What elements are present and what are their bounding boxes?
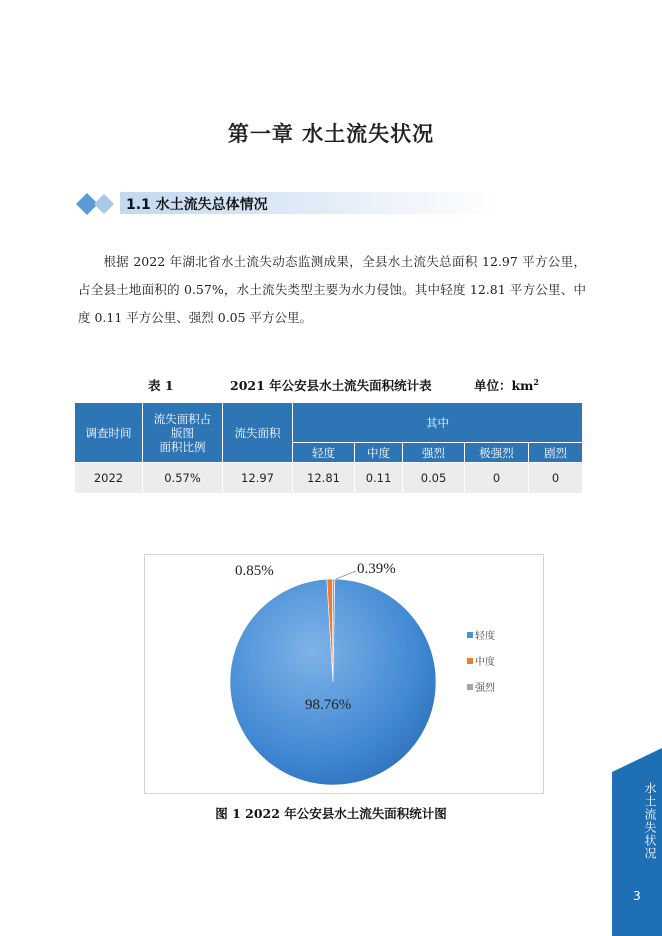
pie-chart	[144, 554, 544, 794]
header-sub-very-intense: 极强烈	[465, 443, 529, 463]
data-label-intense: 0.39%	[357, 561, 396, 577]
cell-time: 2022	[75, 463, 143, 494]
header-ratio-line2: 版图	[171, 425, 194, 440]
table-unit-text: 单位：km	[474, 378, 534, 393]
stats-table	[74, 402, 583, 494]
body-paragraph	[78, 248, 586, 332]
legend-swatch-moderate	[467, 658, 473, 664]
section-heading	[76, 190, 500, 216]
section-heading-label: 1.1 水土流失总体情况	[126, 197, 268, 213]
header-time: 调查时间	[75, 403, 143, 463]
chapter-title: 第一章 水土流失状况	[227, 122, 435, 146]
header-among: 其中	[293, 403, 583, 443]
pie-chart-svg	[145, 555, 543, 793]
header-sub-intense: 强烈	[403, 443, 465, 463]
table-unit	[474, 376, 539, 394]
cell-light: 12.81	[293, 463, 355, 494]
cell-very-intense: 0	[465, 463, 529, 494]
cell-moderate: 0.11	[355, 463, 403, 494]
table-unit-sup: 2	[533, 376, 539, 387]
table-caption	[74, 376, 582, 394]
header-area: 流失面积	[223, 403, 293, 463]
side-tab	[612, 748, 662, 936]
legend-label-light: 轻度	[475, 631, 495, 642]
cell-severe: 0	[529, 463, 583, 494]
figure-caption: 图 1 2022 年公安县水土流失面积统计图	[215, 806, 447, 821]
page-number: 3	[633, 889, 641, 903]
header-sub-severe: 剧烈	[529, 443, 583, 463]
diamond-icon	[76, 193, 124, 215]
legend-swatch-light	[467, 632, 473, 638]
legend-swatch-intense	[467, 684, 473, 690]
header-sub-moderate: 中度	[355, 443, 403, 463]
legend-label-moderate: 中度	[475, 657, 495, 668]
side-tab-text: 水土流失状况	[643, 782, 657, 860]
table-label: 表 1	[148, 378, 174, 393]
header-ratio-line3: 面积比例	[159, 439, 206, 454]
data-label-moderate: 0.85%	[235, 563, 274, 579]
leader-line-intense	[336, 571, 356, 579]
table-row	[75, 463, 583, 494]
cell-ratio: 0.57%	[143, 463, 223, 494]
data-label-light: 98.76%	[305, 697, 352, 713]
header-ratio	[143, 403, 223, 463]
cell-area: 12.97	[223, 463, 293, 494]
header-sub-light: 轻度	[293, 443, 355, 463]
body-paragraph-text: 根据 2022 年湖北省水土流失动态监测成果，全县水土流失总面积 12.97 平方公里，占全县土地面积的 0.57%，水土流失类型主要为水力侵蚀。其中轻度 12.81 平方公里、中度 0.11 平方公里、强烈 0.05 平方公里。	[78, 254, 586, 325]
cell-intense: 0.05	[403, 463, 465, 494]
table-title: 2021 年公安县水土流失面积统计表	[230, 378, 432, 393]
header-ratio-line1: 流失面积占	[153, 411, 212, 426]
legend-label-intense: 强烈	[475, 683, 495, 694]
